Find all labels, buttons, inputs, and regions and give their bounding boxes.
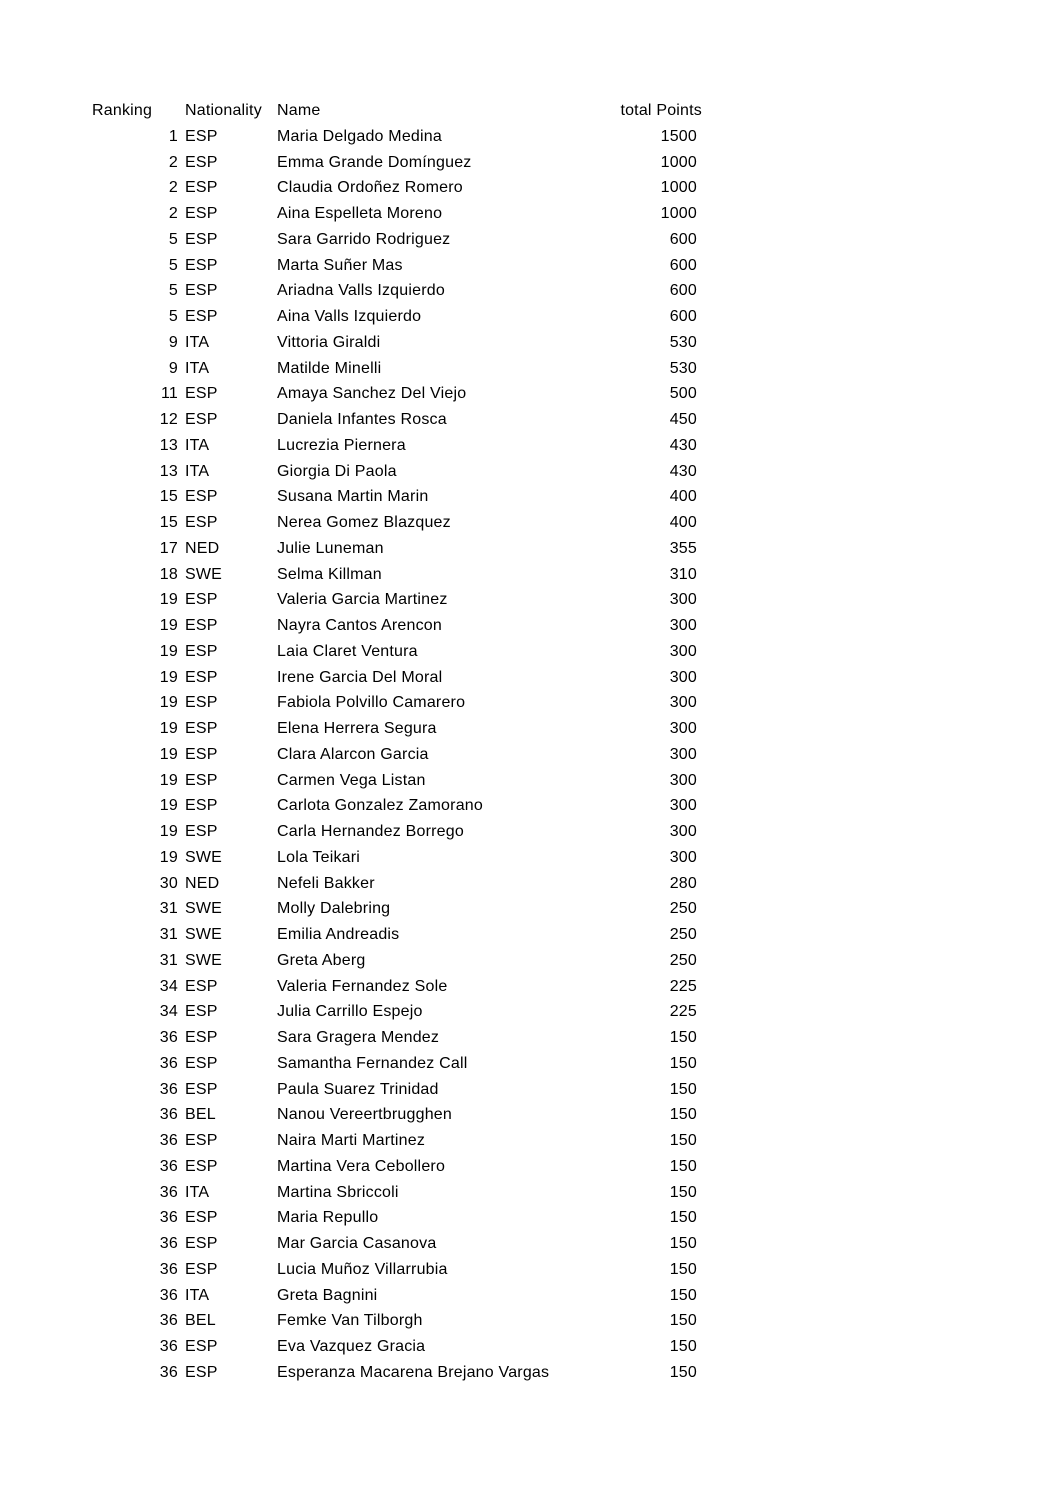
- cell-ranking: 36: [159, 1312, 178, 1330]
- cell-points: 1500: [660, 127, 697, 145]
- cell-points: 300: [669, 694, 697, 712]
- cell-name: Greta Bagnini: [277, 1286, 378, 1304]
- cell-points: 150: [669, 1029, 697, 1046]
- table-row: [92, 227, 702, 253]
- cell-points: 250: [669, 900, 697, 918]
- cell-ranking: 5: [168, 282, 178, 300]
- cell-points: 225: [669, 977, 697, 995]
- cell-name: Marta Suñer Mas: [277, 256, 403, 274]
- cell-ranking: 19: [159, 642, 178, 660]
- table-row: [92, 665, 702, 691]
- cell-nationality: ESP: [185, 1260, 218, 1278]
- cell-points: 150: [669, 1157, 697, 1175]
- cell-name: Martina Sbriccoli: [277, 1183, 399, 1201]
- table-row: [92, 1205, 702, 1231]
- cell-ranking: 30: [159, 874, 178, 892]
- cell-name: Carmen Vega Listan: [277, 771, 426, 789]
- cell-points: 300: [669, 591, 697, 609]
- cell-points: 1000: [660, 179, 697, 197]
- cell-name: Nayra Cantos Arencon: [277, 617, 442, 634]
- cell-nationality: ESP: [185, 1363, 218, 1381]
- cell-name: Elena Herrera Segura: [277, 720, 437, 737]
- cell-name: Nefeli Bakker: [277, 874, 375, 892]
- table-row: [92, 871, 702, 897]
- cell-ranking: 36: [159, 1106, 178, 1124]
- cell-ranking: 2: [168, 153, 178, 171]
- cell-nationality: ESP: [185, 282, 218, 300]
- table-row: [92, 974, 702, 1000]
- cell-points: 1000: [660, 153, 697, 171]
- table-row: [92, 304, 702, 330]
- cell-points: 300: [669, 668, 697, 686]
- cell-nationality: ESP: [185, 823, 218, 840]
- cell-ranking: 31: [159, 951, 178, 969]
- cell-name: Carlota Gonzalez Zamorano: [277, 797, 483, 815]
- cell-nationality: BEL: [185, 1106, 216, 1124]
- cell-points: 150: [669, 1260, 697, 1278]
- cell-ranking: 19: [159, 848, 178, 866]
- cell-ranking: 19: [159, 591, 178, 609]
- cell-name: Claudia Ordoñez Romero: [277, 179, 463, 197]
- table-row: [92, 742, 702, 768]
- cell-points: 450: [669, 411, 697, 428]
- cell-ranking: 36: [159, 1080, 178, 1098]
- cell-points: 250: [669, 951, 697, 969]
- cell-ranking: 19: [159, 745, 178, 763]
- cell-nationality: ESP: [185, 977, 218, 995]
- cell-ranking: 18: [159, 565, 178, 583]
- cell-ranking: 19: [159, 617, 178, 634]
- cell-name: Ariadna Valls Izquierdo: [277, 282, 445, 300]
- table-body: [92, 124, 702, 1386]
- cell-ranking: 36: [159, 1363, 178, 1381]
- cell-points: 300: [669, 823, 697, 840]
- cell-points: 150: [669, 1132, 697, 1149]
- cell-nationality: SWE: [185, 848, 223, 866]
- cell-ranking: 19: [159, 668, 178, 686]
- cell-points: 150: [669, 1312, 697, 1330]
- cell-nationality: ESP: [185, 256, 218, 274]
- table-row: [92, 381, 702, 407]
- cell-nationality: ESP: [185, 1157, 218, 1175]
- cell-nationality: ITA: [185, 436, 210, 454]
- table-row: [92, 1360, 702, 1386]
- table-row: [92, 896, 702, 922]
- cell-name: Fabiola Polvillo Camarero: [277, 694, 466, 712]
- cell-points: 310: [669, 565, 697, 583]
- cell-nationality: ESP: [185, 1054, 218, 1072]
- table-row: [92, 948, 702, 974]
- cell-points: 150: [669, 1183, 697, 1201]
- cell-nationality: ESP: [185, 488, 218, 506]
- cell-name: Aina Espelleta Moreno: [277, 205, 443, 222]
- table-row: [92, 330, 702, 356]
- cell-name: Carla Hernandez Borrego: [277, 823, 464, 840]
- cell-nationality: BEL: [185, 1312, 216, 1330]
- cell-nationality: SWE: [185, 951, 223, 969]
- cell-name: Esperanza Macarena Brejano Vargas: [277, 1363, 550, 1381]
- table-row: [92, 562, 702, 588]
- cell-points: 280: [669, 874, 697, 892]
- cell-nationality: ESP: [185, 1209, 218, 1227]
- cell-ranking: 9: [168, 333, 178, 351]
- cell-points: 150: [669, 1235, 697, 1252]
- cell-name: Lucia Muñoz Villarrubia: [277, 1260, 448, 1278]
- table-row: [92, 536, 702, 562]
- cell-nationality: SWE: [185, 565, 223, 583]
- cell-name: Clara Alarcon Garcia: [277, 745, 429, 763]
- cell-nationality: SWE: [185, 900, 223, 918]
- cell-nationality: ESP: [185, 153, 218, 171]
- header-name: Name: [277, 102, 321, 119]
- cell-name: Valeria Fernandez Sole: [277, 977, 448, 995]
- cell-nationality: ESP: [185, 514, 218, 531]
- cell-points: 150: [669, 1363, 697, 1381]
- cell-ranking: 13: [159, 436, 178, 454]
- cell-nationality: ITA: [185, 1286, 210, 1304]
- cell-nationality: ESP: [185, 720, 218, 737]
- table-row: [92, 1283, 702, 1309]
- cell-nationality: NED: [185, 539, 220, 557]
- cell-nationality: ESP: [185, 205, 218, 222]
- cell-ranking: 12: [159, 411, 178, 428]
- cell-points: 150: [669, 1106, 697, 1124]
- cell-ranking: 19: [159, 797, 178, 815]
- table-row: [92, 1308, 702, 1334]
- cell-nationality: ESP: [185, 411, 218, 428]
- cell-nationality: ESP: [185, 642, 218, 660]
- cell-ranking: 36: [159, 1157, 178, 1175]
- cell-nationality: ESP: [185, 179, 218, 197]
- cell-points: 355: [669, 539, 697, 557]
- table-row: [92, 716, 702, 742]
- header-ranking: Ranking: [92, 102, 153, 119]
- cell-ranking: 19: [159, 823, 178, 840]
- cell-name: Molly Dalebring: [277, 900, 391, 918]
- cell-nationality: ESP: [185, 1029, 218, 1046]
- cell-ranking: 2: [168, 205, 178, 222]
- cell-points: 250: [669, 926, 697, 943]
- cell-nationality: ESP: [185, 230, 218, 248]
- cell-points: 400: [669, 488, 697, 506]
- ranking-table: [92, 98, 702, 1386]
- cell-points: 1000: [660, 205, 697, 222]
- cell-name: Nerea Gomez Blazquez: [277, 514, 451, 531]
- cell-nationality: ITA: [185, 462, 210, 480]
- cell-ranking: 36: [159, 1338, 178, 1355]
- cell-name: Eva Vazquez Gracia: [277, 1338, 426, 1355]
- cell-ranking: 13: [159, 462, 178, 480]
- cell-nationality: ESP: [185, 745, 218, 763]
- table-row: [92, 690, 702, 716]
- cell-name: Femke Van Tilborgh: [277, 1312, 423, 1330]
- cell-points: 150: [669, 1338, 697, 1355]
- cell-points: 430: [669, 462, 697, 480]
- cell-nationality: ESP: [185, 617, 218, 634]
- cell-nationality: ESP: [185, 694, 218, 712]
- cell-ranking: 9: [168, 359, 178, 377]
- cell-nationality: ESP: [185, 1132, 218, 1149]
- cell-name: Aina Valls Izquierdo: [277, 308, 422, 325]
- table-row: [92, 639, 702, 665]
- cell-nationality: ESP: [185, 1338, 218, 1355]
- table-row: [92, 253, 702, 279]
- cell-name: Samantha Fernandez Call: [277, 1054, 468, 1072]
- table-row: [92, 407, 702, 433]
- cell-ranking: 34: [159, 977, 178, 995]
- table-row: [92, 1051, 702, 1077]
- header-row: [92, 98, 702, 124]
- cell-points: 300: [669, 771, 697, 789]
- cell-nationality: ESP: [185, 308, 218, 325]
- table-row: [92, 999, 702, 1025]
- table-row: [92, 1154, 702, 1180]
- cell-name: Martina Vera Cebollero: [277, 1157, 446, 1175]
- cell-points: 300: [669, 617, 697, 634]
- cell-ranking: 5: [168, 308, 178, 325]
- table-row: [92, 587, 702, 613]
- cell-name: Susana Martin Marin: [277, 488, 429, 506]
- cell-ranking: 11: [160, 385, 178, 403]
- cell-points: 150: [669, 1209, 697, 1227]
- cell-nationality: ESP: [185, 385, 218, 403]
- cell-points: 600: [669, 282, 697, 300]
- cell-points: 600: [669, 256, 697, 274]
- cell-points: 400: [669, 514, 697, 531]
- table-row: [92, 819, 702, 845]
- cell-nationality: ESP: [185, 771, 218, 789]
- cell-nationality: ITA: [185, 359, 210, 377]
- table-row: [92, 459, 702, 485]
- cell-ranking: 36: [159, 1029, 178, 1046]
- table-row: [92, 433, 702, 459]
- cell-name: Lucrezia Piernera: [277, 436, 406, 454]
- table-row: [92, 1231, 702, 1257]
- table-row: [92, 1102, 702, 1128]
- cell-ranking: 2: [168, 179, 178, 197]
- cell-ranking: 17: [159, 539, 178, 557]
- cell-points: 150: [669, 1054, 697, 1072]
- cell-nationality: ITA: [185, 333, 210, 351]
- cell-name: Mar Garcia Casanova: [277, 1235, 437, 1252]
- cell-nationality: ESP: [185, 668, 218, 686]
- cell-name: Lola Teikari: [277, 848, 361, 866]
- cell-ranking: 31: [159, 926, 178, 943]
- table-row: [92, 793, 702, 819]
- cell-name: Irene Garcia Del Moral: [277, 668, 443, 686]
- cell-name: Maria Delgado Medina: [277, 127, 442, 145]
- cell-name: Nanou Vereertbrugghen: [277, 1106, 452, 1124]
- cell-ranking: 5: [168, 256, 178, 274]
- header-total-points: total Points: [620, 102, 702, 119]
- cell-points: 225: [669, 1003, 697, 1021]
- table-row: [92, 484, 702, 510]
- cell-points: 430: [669, 436, 697, 454]
- cell-ranking: 36: [159, 1260, 178, 1278]
- cell-points: 300: [669, 848, 697, 866]
- cell-name: Selma Killman: [277, 565, 382, 583]
- cell-ranking: 19: [159, 694, 178, 712]
- cell-points: 530: [669, 333, 697, 351]
- cell-points: 300: [669, 745, 697, 763]
- cell-ranking: 36: [159, 1054, 178, 1072]
- cell-points: 150: [669, 1080, 697, 1098]
- table-row: [92, 922, 702, 948]
- table-row: [92, 175, 702, 201]
- cell-name: Sara Gragera Mendez: [277, 1029, 440, 1046]
- cell-name: Emilia Andreadis: [277, 926, 400, 943]
- cell-ranking: 15: [159, 514, 178, 531]
- cell-points: 150: [669, 1286, 697, 1304]
- table-row: [92, 201, 702, 227]
- cell-name: Vittoria Giraldi: [277, 333, 381, 351]
- cell-ranking: 34: [159, 1003, 178, 1021]
- cell-ranking: 36: [159, 1183, 178, 1201]
- cell-name: Maria Repullo: [277, 1209, 379, 1227]
- cell-points: 300: [669, 642, 697, 660]
- cell-points: 500: [669, 385, 697, 403]
- cell-name: Julia Carrillo Espejo: [277, 1003, 423, 1021]
- cell-ranking: 36: [159, 1286, 178, 1304]
- cell-name: Sara Garrido Rodriguez: [277, 230, 451, 248]
- cell-nationality: ESP: [185, 1080, 218, 1098]
- cell-name: Greta Aberg: [277, 951, 366, 969]
- cell-name: Julie Luneman: [277, 539, 384, 557]
- table-row: [92, 845, 702, 871]
- table-row: [92, 1334, 702, 1360]
- cell-nationality: ESP: [185, 591, 218, 609]
- cell-name: Naira Marti Martinez: [277, 1132, 426, 1149]
- cell-ranking: 19: [159, 720, 178, 737]
- cell-nationality: ESP: [185, 1235, 218, 1252]
- cell-points: 530: [669, 359, 697, 377]
- cell-nationality: SWE: [185, 926, 223, 943]
- cell-nationality: ESP: [185, 127, 218, 145]
- table-row: [92, 1257, 702, 1283]
- cell-name: Daniela Infantes Rosca: [277, 411, 447, 428]
- cell-name: Valeria Garcia Martinez: [277, 591, 448, 609]
- cell-name: Amaya Sanchez Del Viejo: [277, 385, 467, 403]
- cell-nationality: ESP: [185, 1003, 218, 1021]
- cell-ranking: 5: [168, 230, 178, 248]
- cell-ranking: 1: [168, 127, 178, 145]
- table-row: [92, 613, 702, 639]
- cell-name: Paula Suarez Trinidad: [277, 1080, 439, 1098]
- cell-name: Emma Grande Domínguez: [277, 153, 472, 171]
- cell-nationality: ESP: [185, 797, 218, 815]
- cell-points: 300: [669, 720, 697, 737]
- table-row: [92, 768, 702, 794]
- cell-ranking: 15: [159, 488, 178, 506]
- cell-name: Giorgia Di Paola: [277, 462, 397, 480]
- cell-points: 600: [669, 230, 697, 248]
- table-row: [92, 1180, 702, 1206]
- table-row: [92, 356, 702, 382]
- cell-ranking: 36: [159, 1209, 178, 1227]
- table-row: [92, 1077, 702, 1103]
- table-row: [92, 510, 702, 536]
- cell-points: 600: [669, 308, 697, 325]
- cell-ranking: 19: [159, 771, 178, 789]
- cell-ranking: 36: [159, 1235, 178, 1252]
- cell-name: Laia Claret Ventura: [277, 642, 418, 660]
- table-row: [92, 150, 702, 176]
- cell-ranking: 36: [159, 1132, 178, 1149]
- cell-nationality: NED: [185, 874, 220, 892]
- cell-name: Matilde Minelli: [277, 359, 382, 377]
- table-row: [92, 1128, 702, 1154]
- table-row: [92, 1025, 702, 1051]
- cell-ranking: 31: [159, 900, 178, 918]
- table-row: [92, 278, 702, 304]
- table-row: [92, 124, 702, 150]
- cell-nationality: ITA: [185, 1183, 210, 1201]
- cell-points: 300: [669, 797, 697, 815]
- header-nationality: Nationality: [185, 102, 262, 119]
